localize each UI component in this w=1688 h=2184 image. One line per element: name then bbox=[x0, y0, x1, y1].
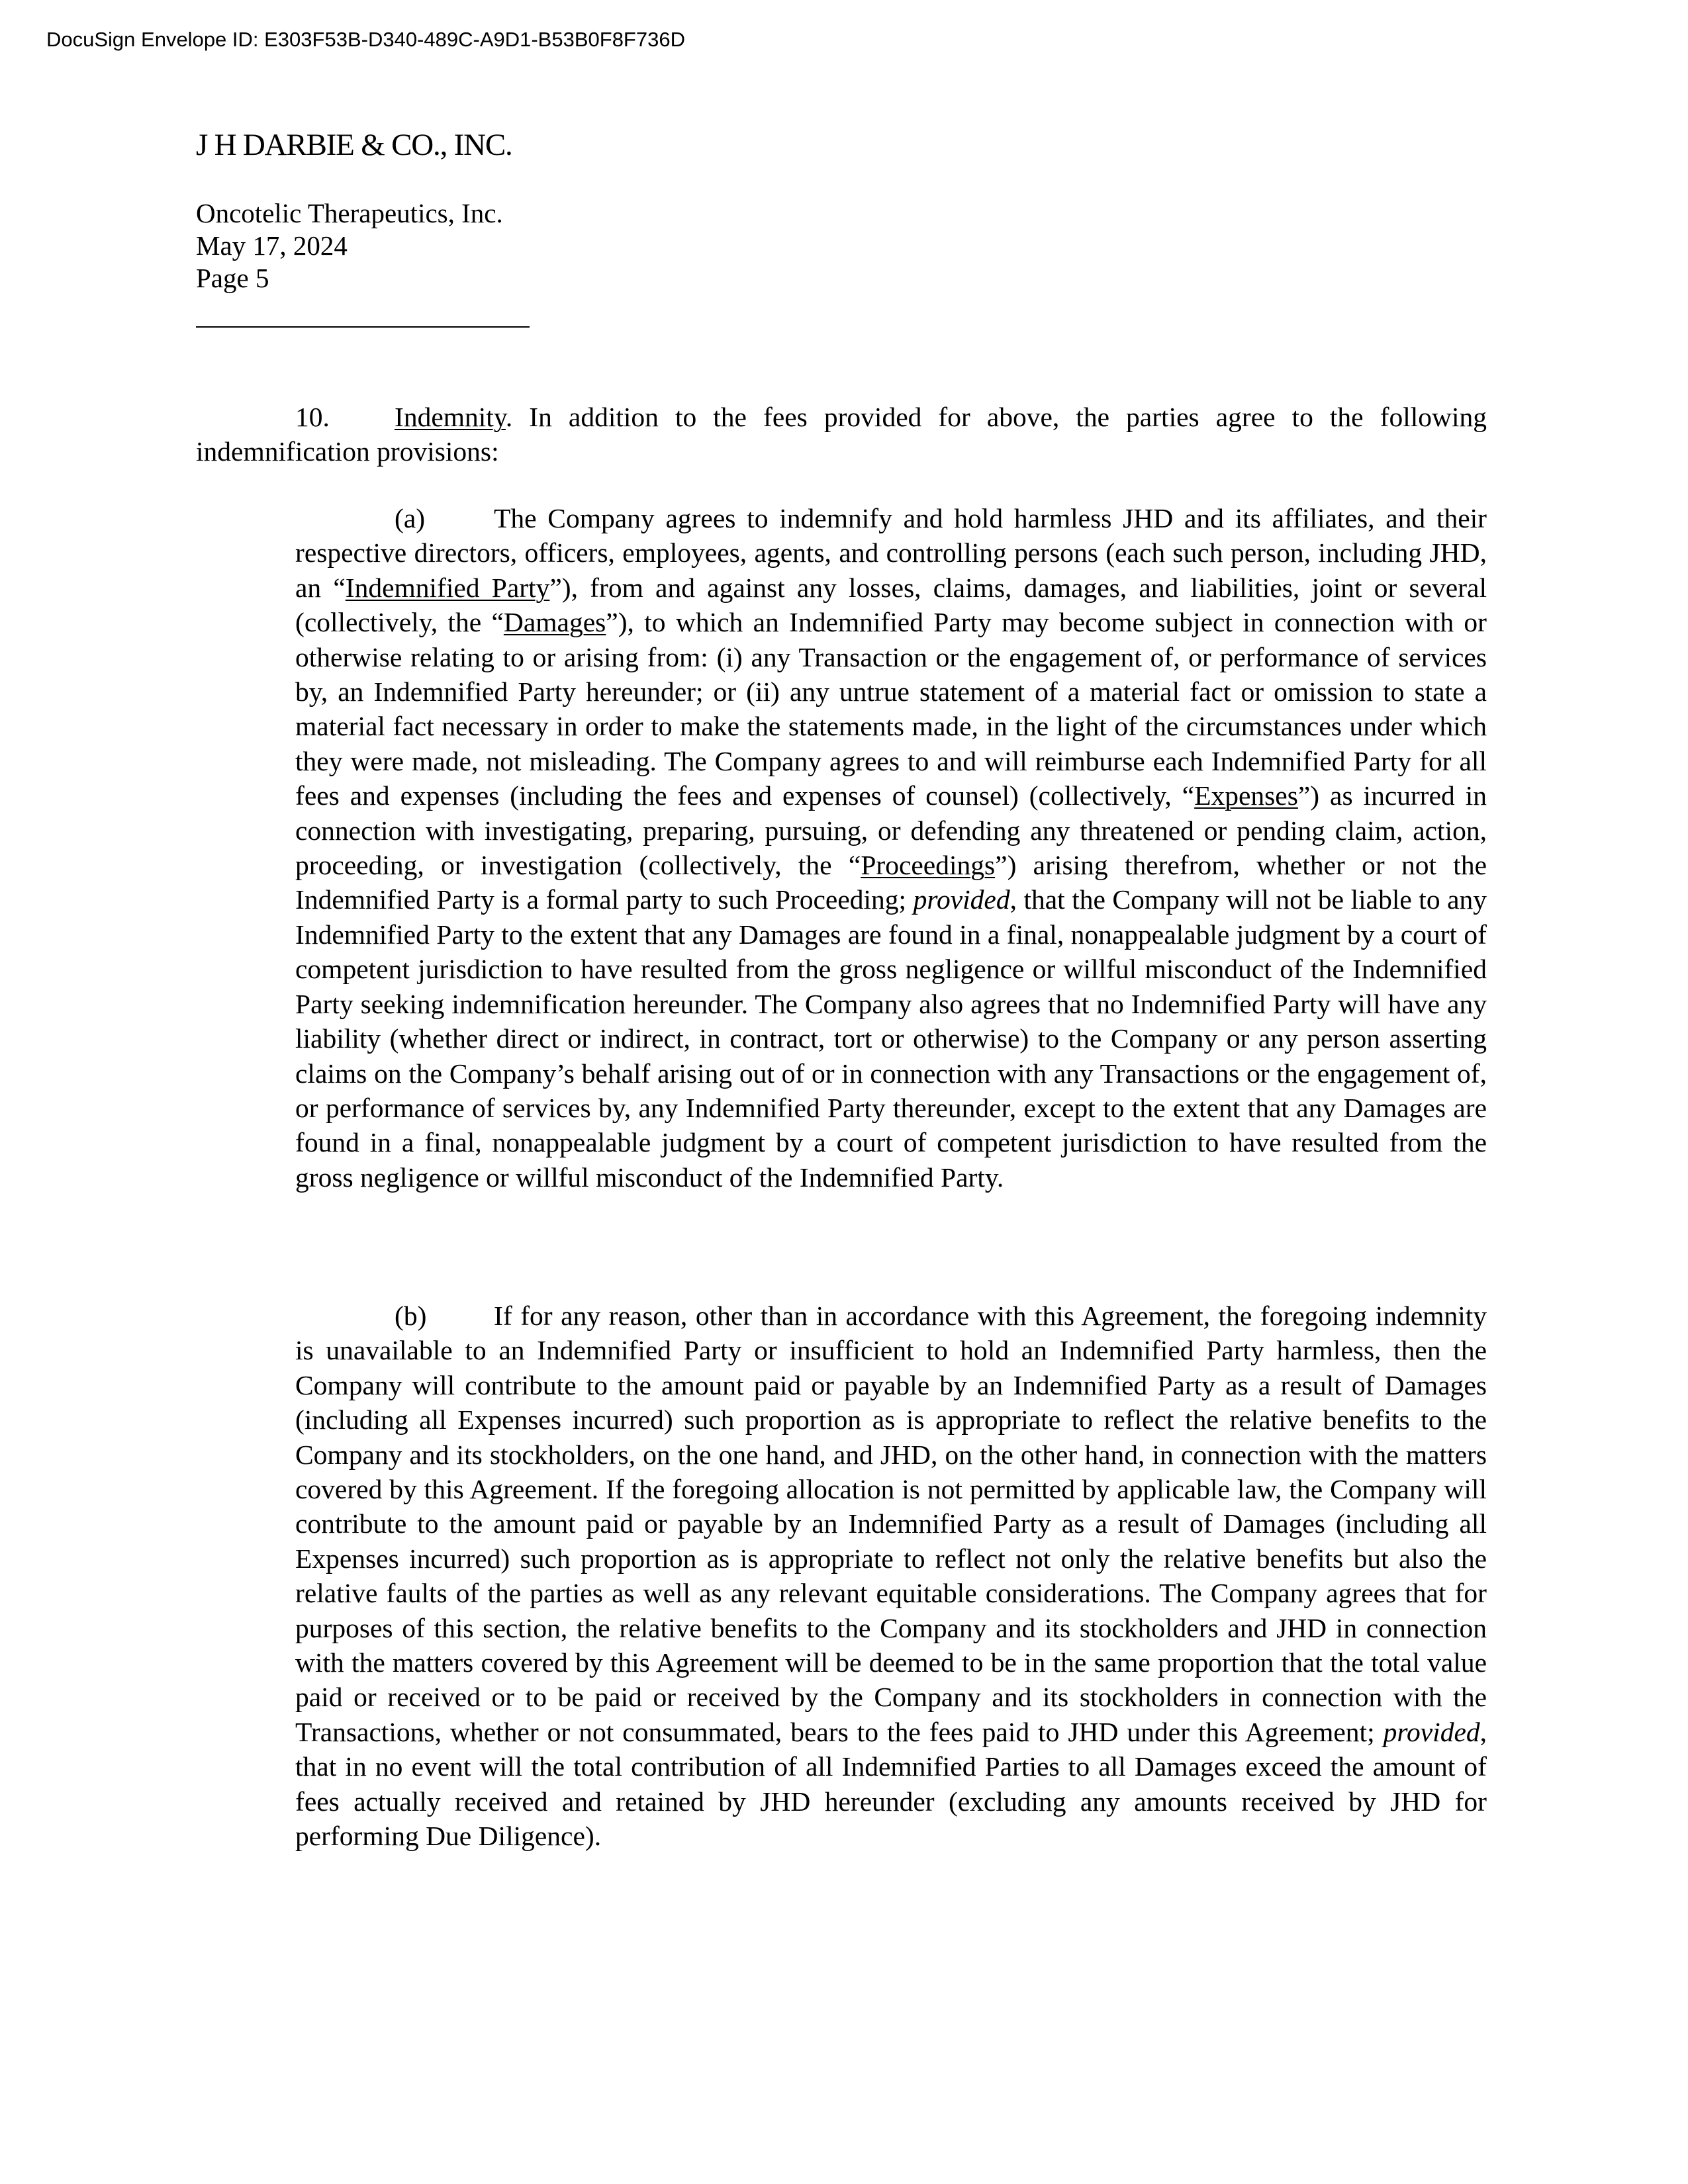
defined-term-proceedings: Proceedings bbox=[861, 850, 996, 881]
header-page-number: Page 5 bbox=[196, 263, 269, 293]
proviso-provided-b: provided bbox=[1383, 1716, 1480, 1747]
paragraph-b-text-2: , that in no event will the total contribution of all Indemnified Parties to all Damages exceed the amount of fees actually received and retained by JHD hereunder (excluding any amounts received by JHD for performing Due Diligence). bbox=[295, 1716, 1487, 1852]
section-number: 10. bbox=[295, 402, 330, 432]
letterhead-firm-name: J H DARBIE & CO., INC. bbox=[196, 128, 512, 162]
defined-term-expenses: Expenses bbox=[1194, 780, 1298, 811]
paragraph-a-text-5: ”) arising therefrom, whether or not the Indemnified Party is a formal party to such Proceeding; bbox=[295, 850, 1487, 915]
paragraph-b-text-1: If for any reason, other than in accordance with this Agreement, the foregoing indemnity is unavailable to an Indemnified Party or insufficient to hold an Indemnified Party harmless, then the Company will contribute to the amount paid or payable by an Indemnified Party as a result of Damages (including all Expenses incurred) such proportion as is appropriate to reflect the relative benefits to the Company and its stockholders, on the one hand, and JHD, on the other hand, in connection with the matters covered by this Agreement. If the foregoing allocation is not permitted by applicable law, the Company will contribute to the amount paid or payable by an Indemnified Party as a result of Damages (including all Expenses incurred) such proportion as is appropriate to reflect not only the relative benefits but also the relative faults of the parties as well as any relevant equitable considerations. The Company agrees that for purposes of this section, the relative benefits to the Company and its stockholders and JHD in connection with the matters covered by this Agreement will be deemed to be in the same proportion that the total value paid or received or to be paid or received by the Company and its stockholders in connection with the Transactions, whether or not consummated, bears to the fees paid to JHD under this Agreement; bbox=[295, 1300, 1487, 1747]
paragraph-a-text-2: ”), from and against any losses, claims, damages, and liabilities, joint or several (collectively, the “ bbox=[295, 572, 1487, 638]
defined-term-damages: Damages bbox=[503, 607, 606, 638]
proviso-provided-a: provided bbox=[913, 884, 1010, 915]
header-recipient: Oncotelic Therapeutics, Inc. bbox=[196, 198, 503, 228]
paragraph-a-text-1: The Company agrees to indemnify and hold harmless JHD and its affiliates, and their respective directors, officers, employees, agents, and controlling persons (each such person, including JHD, an “ bbox=[295, 503, 1487, 603]
paragraph-a bbox=[295, 501, 1487, 1195]
paragraph-a-label: (a) bbox=[395, 503, 426, 533]
defined-term-indemnified-party: Indemnified Party bbox=[345, 572, 550, 603]
paragraph-b bbox=[295, 1298, 1487, 1854]
section-intro-text: . In addition to the fees provided for above, the parties agree to the following indemnification provisions: bbox=[196, 402, 1487, 467]
section-10-indemnity bbox=[196, 400, 1487, 469]
docusign-envelope-id: DocuSign Envelope ID: E303F53B-D340-489C-A9D1-B53B0F8F736D bbox=[46, 28, 685, 51]
paragraph-a-text-3: ”), to which an Indemnified Party may become subject in connection with or otherwise relating to or arising from: (i) any Transaction or the engagement of, or performance of services by, an Indemnified Party hereunder; or (ii) any untrue statement of a material fact or omission to state a material fact necessary in order to make the statements made, in the light of the circumstances under which they were made, not misleading. The Company agrees to and will reimburse each Indemnified Party for all fees and expenses (including the fees and expenses of counsel) (collectively, “ bbox=[295, 607, 1487, 811]
section-heading: Indemnity bbox=[395, 402, 506, 432]
header-rule bbox=[196, 326, 530, 328]
paragraph-a-text-6: , that the Company will not be liable to any Indemnified Party to the extent that any Damages are found in a final, nonappealable judgment by a court of competent jurisdiction to have resulted from the gross negligence or willful misconduct of the Indemnified Party seeking indemnification hereunder. The Company also agrees that no Indemnified Party will have any liability (whether direct or indirect, in contract, tort or otherwise) to the Company or any person asserting claims on the Company’s behalf arising out of or in connection with any Transactions or the engagement of, or performance of services by, any Indemnified Party thereunder, except to the extent that any Damages are found in a final, nonappealable judgment by a court of competent jurisdiction to have resulted from the gross negligence or willful misconduct of the Indemnified Party. bbox=[295, 884, 1487, 1193]
paragraph-b-label: (b) bbox=[395, 1300, 427, 1331]
paragraph-a-text-4: ”) as incurred in connection with investigating, preparing, pursuing, or defending any threatened or pending claim, action, proceeding, or investigation (collectively, the “ bbox=[295, 780, 1487, 881]
header-date: May 17, 2024 bbox=[196, 230, 348, 261]
